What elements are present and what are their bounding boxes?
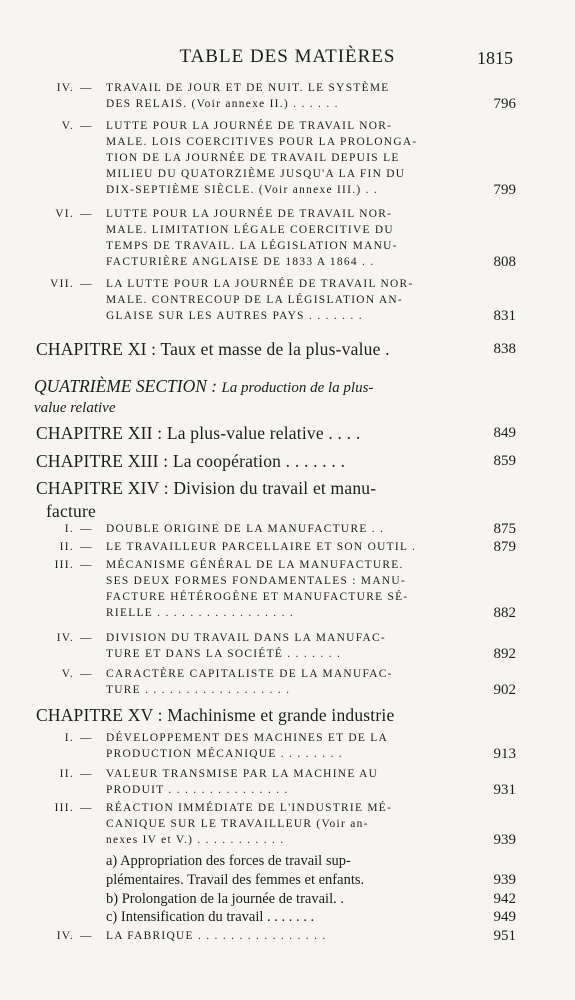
page-number: 1815: [477, 48, 513, 68]
entry-page: 808: [493, 254, 516, 270]
entry-line: plémentaires. Travail des femmes et enfants.: [106, 872, 365, 888]
entry-line: DÉVELOPPEMENT DES MACHINES ET DE LA: [106, 732, 389, 744]
toc-entry: V. — CARACTÈRE CAPITALISTE DE LA MANUFAC- TURE . . . . . . . . . . . . . . . . . . 902: [61, 668, 516, 698]
entry-page: 875: [493, 521, 516, 537]
toc-subentry: [48, 908, 516, 927]
entry-line: FACTURIÈRE ANGLAISE DE 1833 A 1864 . .: [106, 256, 375, 268]
chapter-heading: [36, 476, 516, 522]
entry-page: 942: [493, 891, 516, 907]
entry-line: LE TRAVAILLEUR PARCELLAIRE ET SON OUTIL .: [106, 541, 417, 553]
entry-page: 892: [493, 646, 516, 662]
entry-line: PRODUIT . . . . . . . . . . . . . . .: [106, 784, 289, 796]
entry-page: 931: [493, 782, 516, 798]
entry-line: SES DEUX FORMES FONDAMENTALES : MANU-: [106, 575, 407, 587]
entry-line: DOUBLE ORIGINE DE LA MANUFACTURE . .: [106, 523, 385, 535]
toc-entry: IV. — DIVISION DU TRAVAIL DANS LA MANUFAC- TURE ET DANS LA SOCIÉTÉ . . . . . . . 892: [56, 632, 516, 662]
entry-line: CANIQUE SUR LE TRAVAILLEUR (Voir an-: [106, 818, 369, 830]
toc-entry: II. — VALEUR TRANSMISE PAR LA MACHINE AU PRODUIT . . . . . . . . . . . . . . . 931: [59, 768, 516, 798]
entry-line: DIVISION DU TRAVAIL DANS LA MANUFAC-: [106, 632, 387, 644]
entry-page: 879: [493, 539, 516, 555]
chapter-label: CHAPITRE XIII : La coopération . . . . . . .: [36, 451, 346, 471]
entry-line: LA LUTTE POUR LA JOURNÉE DE TRAVAIL NOR-: [106, 278, 414, 290]
entry-page: 939: [493, 832, 516, 848]
entry-page: 882: [493, 605, 516, 621]
entry-page: 831: [493, 308, 516, 324]
chapter-page: 838: [493, 341, 516, 357]
entry-line: DIX-SEPTIÈME SIÈCLE. (Voir annexe III.) . .: [106, 184, 379, 196]
toc-subentry: [48, 890, 516, 909]
entry-line: b) Prolongation de la journée de travail. .: [106, 891, 344, 907]
entry-line: MALE. LIMITATION LÉGALE COERCITIVE DU: [106, 224, 394, 236]
toc-entry: I. — DÉVELOPPEMENT DES MACHINES ET DE LA PRODUCTION MÉCANIQUE . . . . . . . . 913: [64, 732, 516, 762]
entry-line: TURE ET DANS LA SOCIÉTÉ . . . . . . .: [106, 648, 342, 660]
entry-line: GLAISE SUR LES AUTRES PAYS . . . . . . .: [106, 310, 363, 322]
entry-line: RIELLE . . . . . . . . . . . . . . . . .: [106, 607, 295, 619]
entry-line: LA FABRIQUE . . . . . . . . . . . . . . . .: [106, 930, 327, 942]
entry-page: 902: [493, 682, 516, 698]
chapter-page: 859: [493, 453, 516, 469]
chapter-label: CHAPITRE XII : La plus-value relative . . . .: [36, 423, 361, 443]
entry-line: TURE . . . . . . . . . . . . . . . . . .: [106, 684, 291, 696]
chapter-label: CHAPITRE XIV : Division du travail et manu-: [36, 478, 377, 498]
chapter-page: 849: [493, 425, 516, 441]
entry-line: a) Appropriation des forces de travail sup-: [106, 853, 351, 869]
chapter-label: CHAPITRE XI : Taux et masse de la plus-value .: [36, 339, 390, 359]
entry-line: nexes IV et V.) . . . . . . . . . . .: [106, 834, 285, 846]
toc-entry: V. — LUTTE POUR LA JOURNÉE DE TRAVAIL NOR- MALE. LOIS COERCITIVES POUR LA PROLONGA- TION DE LA JOURNÉE DE TRAVAIL DEPUIS LE MILIEU DU QUATORZIÈME JUSQU'A LA FIN DU DIX-SEPTIÈME SIÈCLE. (Voir annexe III.) . . 799: [61, 120, 516, 198]
entry-line: TRAVAIL DE JOUR ET DE NUIT. LE SYSTÈME: [106, 82, 390, 94]
entry-line: MALE. CONTRECOUP DE LA LÉGISLATION AN-: [106, 294, 404, 306]
entry-page: 951: [493, 928, 516, 944]
chapter-heading: [36, 418, 516, 448]
entry-line: MILIEU DU QUATORZIÈME JUSQU'A LA FIN DU: [106, 168, 406, 180]
entry-page: 949: [493, 909, 516, 925]
toc-entry: IV. — TRAVAIL DE JOUR ET DE NUIT. LE SYSTÈME DES RELAIS. (Voir annexe II.) . . . . . . 796: [56, 82, 516, 112]
entry-page: 796: [493, 96, 516, 112]
entry-line: FACTURE HÉTÉROGÈNE ET MANUFACTURE SÉ-: [106, 591, 409, 603]
chapter-heading: [36, 446, 516, 476]
section-subtitle: value relative: [34, 400, 116, 416]
toc-entry: II. — LE TRAVAILLEUR PARCELLAIRE ET SON OUTIL . 879: [59, 539, 516, 555]
entry-line: LUTTE POUR LA JOURNÉE DE TRAVAIL NOR-: [106, 208, 393, 220]
entry-line: RÉACTION IMMÉDIATE DE L'INDUSTRIE MÉ-: [106, 802, 393, 814]
toc-subentry: [48, 852, 516, 890]
toc-entry: VII. — LA LUTTE POUR LA JOURNÉE DE TRAVAIL NOR- MALE. CONTRECOUP DE LA LÉGISLATION AN- GLAISE SUR LES AUTRES PAYS . . . . . . . 831: [50, 278, 516, 324]
toc-entry: III. — MÉCANISME GÉNÉRAL DE LA MANUFACTURE. SES DEUX FORMES FONDAMENTALES : MANU- FACTURE HÉTÉROGÈNE ET MANUFACTURE SÉ- RIELLE . . . . . . . . . . . . . . . . . 882: [54, 559, 516, 621]
entry-line: c) Intensification du travail . . . . . . .: [106, 909, 315, 925]
entry-line: MÉCANISME GÉNÉRAL DE LA MANUFACTURE.: [106, 559, 404, 571]
entry-line: PRODUCTION MÉCANIQUE . . . . . . . .: [106, 748, 343, 760]
section-subtitle: La production de la plus-: [221, 380, 374, 396]
section-heading: [34, 376, 514, 418]
section-title: QUATRIÈME SECTION :: [34, 376, 218, 396]
entry-line: TEMPS DE TRAVAIL. LA LÉGISLATION MANU-: [106, 240, 398, 252]
entry-line: DES RELAIS. (Voir annexe II.) . . . . . .: [106, 98, 339, 110]
chapter-label: facture: [46, 501, 96, 521]
running-head: [0, 46, 575, 70]
entry-page: 913: [493, 746, 516, 762]
entry-line: CARACTÈRE CAPITALISTE DE LA MANUFAC-: [106, 668, 393, 680]
chapter-heading: [36, 700, 516, 730]
chapter-heading: [36, 334, 516, 364]
entry-page: 939: [493, 872, 516, 888]
entry-line: TION DE LA JOURNÉE DE TRAVAIL DEPUIS LE: [106, 152, 400, 164]
entry-line: MALE. LOIS COERCITIVES POUR LA PROLONGA-: [106, 136, 418, 148]
running-title: TABLE DES MATIÈRES: [179, 46, 396, 67]
toc-entry: VI. — LUTTE POUR LA JOURNÉE DE TRAVAIL NOR- MALE. LIMITATION LÉGALE COERCITIVE DU TEMPS DE TRAVAIL. LA LÉGISLATION MANU- FACTURIÈRE ANGLAISE DE 1833 A 1864 . . 808: [55, 208, 516, 270]
toc-entry: IV. — LA FABRIQUE . . . . . . . . . . . . . . . . 951: [56, 928, 516, 944]
chapter-label: CHAPITRE XV : Machinisme et grande industrie: [36, 705, 395, 725]
entry-page: 799: [493, 182, 516, 198]
toc-entry: I. — DOUBLE ORIGINE DE LA MANUFACTURE . . 875: [64, 521, 516, 537]
entry-line: VALEUR TRANSMISE PAR LA MACHINE AU: [106, 768, 379, 780]
entry-line: LUTTE POUR LA JOURNÉE DE TRAVAIL NOR-: [106, 120, 393, 132]
toc-entry: III. — RÉACTION IMMÉDIATE DE L'INDUSTRIE MÉ- CANIQUE SUR LE TRAVAILLEUR (Voir an- nexes IV et V.) . . . . . . . . . . . 939: [54, 802, 516, 848]
